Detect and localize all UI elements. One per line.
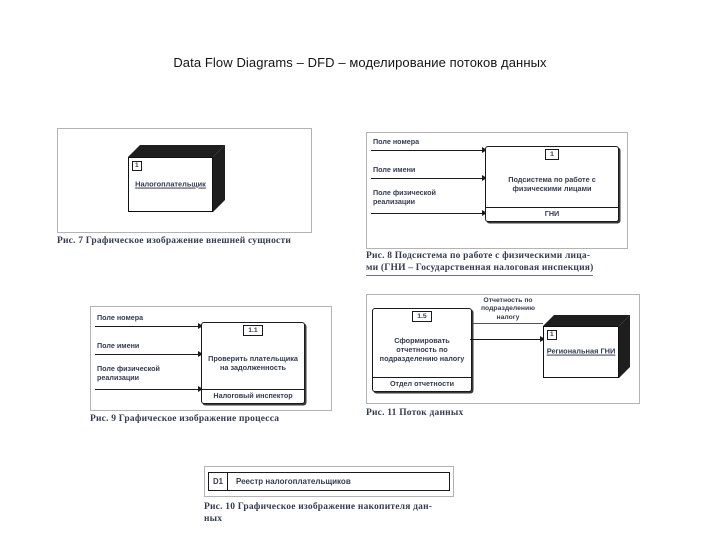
entity-number: 1 (547, 330, 557, 340)
cube-front-face (543, 326, 619, 378)
cube-top-face (128, 145, 225, 157)
process-box (372, 308, 472, 392)
external-entity-cube (128, 145, 225, 212)
figure-9-caption: Рис. 9 Графическое изображение процесса (90, 414, 280, 424)
figure-10-caption-line1: Рис. 10 Графическое изображение накопителя дан- (204, 502, 433, 512)
flow-arrow (95, 326, 201, 327)
process-name: Проверить плательщика на задолженность (208, 353, 298, 372)
process-number: 1.1 (243, 325, 262, 336)
process-performer: ГНИ (486, 207, 618, 221)
figure-8-image (366, 132, 628, 249)
process-performer: Отдел отчетности (373, 377, 471, 391)
field-label: Поле физической реализации (97, 364, 160, 382)
flow-arrow (371, 150, 485, 151)
process-box (485, 146, 619, 222)
data-store (208, 472, 450, 491)
process-number: 1 (545, 149, 559, 160)
cube-right-face (619, 315, 630, 378)
slide-title: Data Flow Diagrams – DFD – моделирование потоков данных (173, 55, 547, 70)
entity-label: Налогоплательщик (135, 179, 206, 189)
process-performer: Налоговый инспектор (202, 389, 304, 403)
process-name: Сформировать отчетность по подразделению налогу (379, 336, 465, 364)
figure-11-caption: Рис. 11 Поток данных (366, 408, 464, 418)
figure-7-image (57, 128, 312, 233)
field-label: Поле номера (97, 313, 144, 322)
entity-label: Региональная ГНИ (546, 346, 616, 356)
cube-top-face (543, 315, 630, 326)
figure-10-image (204, 466, 454, 497)
figure-10-caption-line2: ных (204, 514, 223, 524)
entity-number: 1 (132, 161, 142, 171)
figure-8-caption-line2: ми (ГНИ – Государственная налоговая инспекция) (366, 262, 593, 276)
field-label: Поле физической реализации (373, 188, 436, 206)
flow-arrow (371, 213, 485, 214)
flow-arrow (95, 354, 201, 355)
figure-7-caption: Рис. 7 Графическое изображение внешней сущности (57, 236, 291, 246)
process-box (201, 322, 305, 404)
cube-front-face (128, 157, 213, 212)
store-id: D1 (209, 473, 228, 490)
field-label: Поле имени (373, 165, 416, 174)
data-flow-label: Отчетность по подразделению налогу (473, 297, 543, 324)
field-label: Поле номера (373, 137, 420, 146)
external-entity-cube (543, 315, 630, 378)
figure-11-image (366, 294, 640, 404)
process-name: Подсистема по работе с физическими лицами (508, 174, 596, 193)
process-number: 1.5 (412, 311, 431, 322)
store-name: Реестр налогоплательщиков (235, 477, 351, 486)
flow-arrow (371, 178, 485, 179)
figure-8-caption-line1: Рис. 8 Подсистема по работе с физическими лица- (366, 251, 591, 261)
cube-right-face (213, 145, 225, 212)
field-label: Поле имени (97, 341, 140, 350)
figure-9-image (90, 306, 332, 411)
flow-arrow (470, 339, 543, 340)
flow-arrow (95, 389, 201, 390)
